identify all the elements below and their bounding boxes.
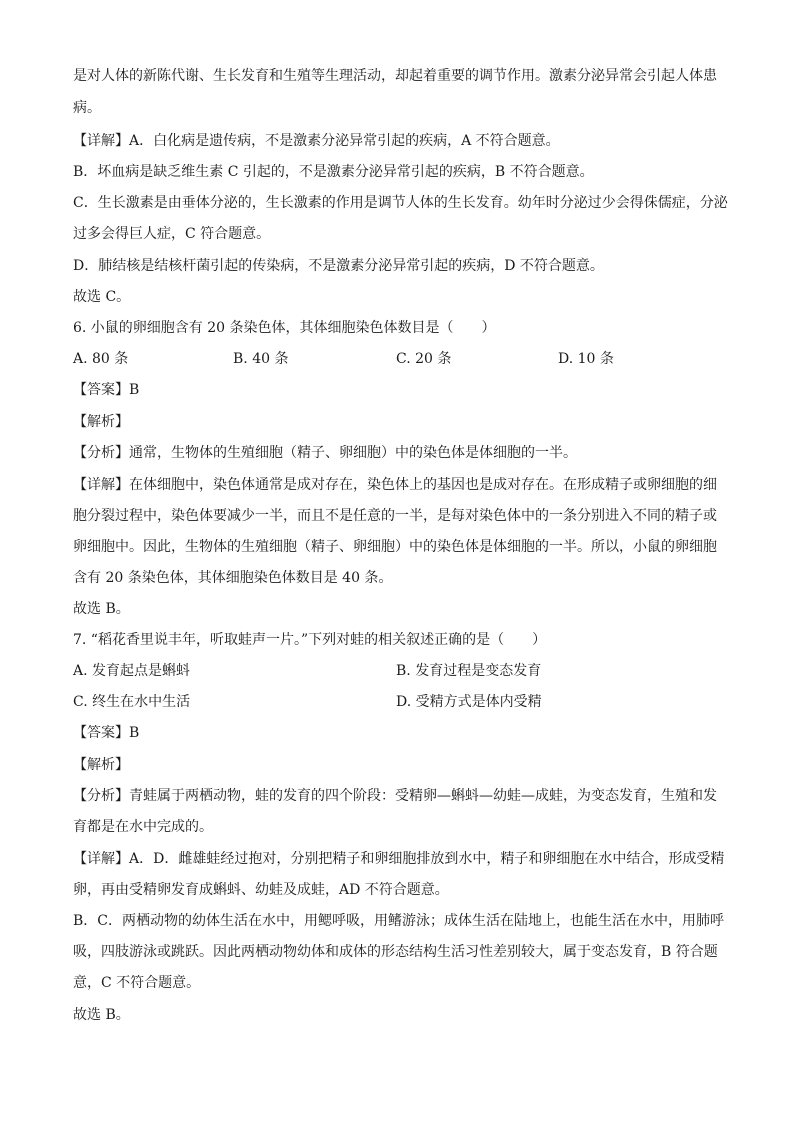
q6-option-b: B. 40 条: [233, 351, 289, 367]
q7-option-b: B. 发育过程是变态发育: [396, 663, 542, 679]
text-line: 含有 20 条染色体，其体细胞染色体数目是 40 条。: [73, 570, 393, 586]
text-line: 过多会得巨人症，C 符合题意。: [73, 226, 271, 242]
text-line: 育都是在水中完成的。: [73, 819, 213, 835]
text-line: 【详解】A．白化病是遗传病，不是激素分泌异常引起的疾病，A 不符合题意。: [73, 133, 560, 149]
text-line: 卵，再由受精卵发育成蝌蚪、幼蛙及成蛙，AD 不符合题意。: [73, 882, 449, 898]
text-line: 【详解】A．D．雌雄蛙经过抱对，分别把精子和卵细胞排放到水中，精子和卵细胞在水中结合，形成受精: [73, 851, 725, 867]
q6-option-d: D. 10 条: [558, 351, 614, 367]
q6-option-a: A. 80 条: [73, 351, 129, 367]
text-line: B．C．两栖动物的幼体生活在水中，用鳃呼吸，用鳍游泳；成体生活在陆地上，也能生活在水中，用肺呼: [73, 913, 724, 929]
text-line: 卵细胞中。因此，生物体的生殖细胞（精子、卵细胞）中的染色体是体细胞的一半。所以，小鼠的卵细胞: [73, 539, 717, 555]
text-line: 意，C 不符合题意。: [73, 975, 201, 991]
text-line: 【分析】青蛙属于两栖动物，蛙的发育的四个阶段：受精卵—蝌蚪—幼蛙—成蛙，为变态发育，生殖和发: [73, 788, 717, 804]
text-line: 故选 B。: [73, 601, 130, 617]
text-line: 【详解】在体细胞中，染色体通常是成对存在，染色体上的基因也是成对存在。在形成精子或卵细胞的细: [73, 477, 717, 493]
question-7-stem: 7. “稻花香里说丰年，听取蛙声一片。”下列对蛙的相关叙述正确的是（ ）: [73, 632, 547, 648]
text-line: 【分析】通常，生物体的生殖细胞（精子、卵细胞）中的染色体是体细胞的一半。: [73, 445, 577, 461]
text-line: C．生长激素是由垂体分泌的，生长激素的作用是调节人体的生长发育。幼年时分泌过少会得侏儒症，分泌: [73, 195, 728, 211]
text-line: 吸，四肢游泳或跳跃。因此两栖动物幼体和成体的形态结构生活习性差别较大，属于变态发育，B 符合题: [73, 944, 718, 960]
q7-option-a: A. 发育起点是蝌蚪: [73, 663, 191, 679]
analysis-heading: 【解析】: [73, 414, 129, 430]
question-6-stem: 6. 小鼠的卵细胞含有 20 条染色体，其体细胞染色体数目是（ ）: [73, 320, 496, 336]
q7-option-d: D. 受精方式是体内受精: [396, 694, 542, 710]
answer-line: 【答案】B: [73, 382, 140, 398]
text-line: 病。: [73, 100, 101, 116]
text-line: 故选 C。: [73, 289, 131, 305]
analysis-heading: 【解析】: [73, 757, 129, 773]
answer-line: 【答案】B: [73, 725, 140, 741]
text-line: 胞分裂过程中，染色体要减少一半，而且不是任意的一半，是每对染色体中的一条分别进入不同的精子或: [73, 508, 717, 524]
text-line: D．肺结核是结核杆菌引起的传染病，不是激素分泌异常引起的疾病，D 不符合题意。: [73, 258, 604, 274]
q7-option-c: C. 终生在水中生活: [73, 694, 191, 710]
q6-option-c: C. 20 条: [396, 351, 452, 367]
text-line: 是对人体的新陈代谢、生长发育和生殖等生理活动，却起着重要的调节作用。激素分泌异常会引起人体患: [73, 68, 717, 84]
text-line: B．坏血病是缺乏维生素 C 引起的，不是激素分泌异常引起的疾病，B 不符合题意。: [73, 164, 594, 180]
text-line: 故选 B。: [73, 1007, 130, 1023]
